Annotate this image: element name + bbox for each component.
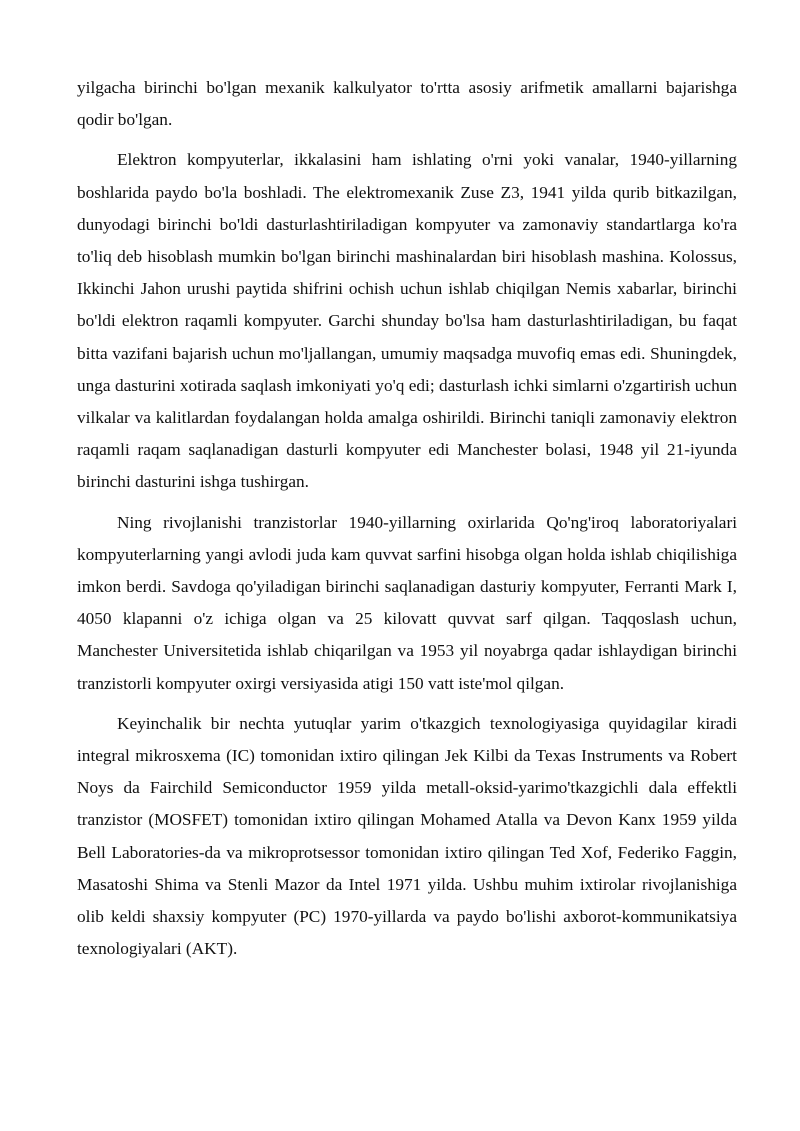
paragraph-transistors: Ning rivojlanishi tranzistorlar 1940-yillarning oxirlarida Qo'ng'iroq laboratoriyalari kompyuterlarning yangi avlodi juda kam quvvat sarfini hisobga olgan holda ishlab chiqilishiga imkon berdi. Savdoga qo'yiladigan birinchi saqlanadigan dasturiy kompyuter, Ferranti Mark I, 4050 klapanni o'z ichiga olgan va 25 kilovatt quvvat sarf qilgan. Taqqoslash uchun, Manchester Universitetida ishlab chiqarilgan va 1953 yil noyabrga qadar ishlaydigan birinchi tranzistorli kompyuter oxirgi versiyasida atigi 150 vatt iste'mol qilgan.	[77, 512, 737, 693]
paragraph-continuation: yilgacha birinchi bo'lgan mexanik kalkulyator to'rtta asosiy arifmetik amallarni bajarishga qodir bo'lgan.	[77, 78, 737, 130]
paragraph-semiconductor-advances: Keyinchalik bir nechta yutuqlar yarim o'tkazgich texnologiyasiga quyidagilar kiradi integral mikrosxema (IC) tomonidan ixtiro qilingan Jek Kilbi da Texas Instruments va Robert Noys da Fairchild Semiconductor 1959 yilda metall-oksid-yarimo'tkazgichli dala effektli tranzistor (MOSFET) tomonidan ixtiro qilingan Mohamed Atalla va Devon Kanx 1959 yilda Bell Laboratories-da va mikroprotsessor tomonidan ixtiro qilingan Ted Xof, Federiko Faggin, Masatoshi Shima va Stenli Mazor da Intel 1971 yilda. Ushbu muhim ixtirolar rivojlanishiga olib keldi shaxsiy kompyuter (PC) 1970-yillarda va paydo bo'lishi axborot-kommunikatsiya texnologiyalari (AKT).	[77, 713, 737, 959]
document-page	[77, 72, 737, 973]
paragraph-electronic-computers: Elektron kompyuterlar, ikkalasini ham ishlating o'rni yoki vanalar, 1940-yillarning boshlarida paydo bo'la boshladi. The elektromexanik Zuse Z3, 1941 yilda qurib bitkazilgan, dunyodagi birinchi bo'ldi dasturlashtiriladigan kompyuter va zamonaviy standartlarga ko'ra to'liq deb hisoblash mumkin bo'lgan birinchi mashinalardan biri hisoblash mashina. Kolossus, Ikkinchi Jahon urushi paytida shifrini ochish uchun ishlab chiqilgan Nemis xabarlar, birinchi bo'ldi elektron raqamli kompyuter. Garchi shunday bo'lsa ham dasturlashtiriladigan, bu faqat bitta vazifani bajarish uchun mo'ljallangan, umumiy maqsadga muvofiq emas edi. Shuningdek, unga dasturini xotirada saqlash imkoniyati yo'q edi; dasturlash ichki simlarni o'zgartirish uchun vilkalar va kalitlardan foydalangan holda amalga oshirildi. Birinchi taniqli zamonaviy elektron raqamli raqam saqlanadigan dasturli kompyuter edi Manchester bolasi, 1948 yil 21-iyunda birinchi dasturini ishga tushirgan.	[77, 150, 737, 492]
